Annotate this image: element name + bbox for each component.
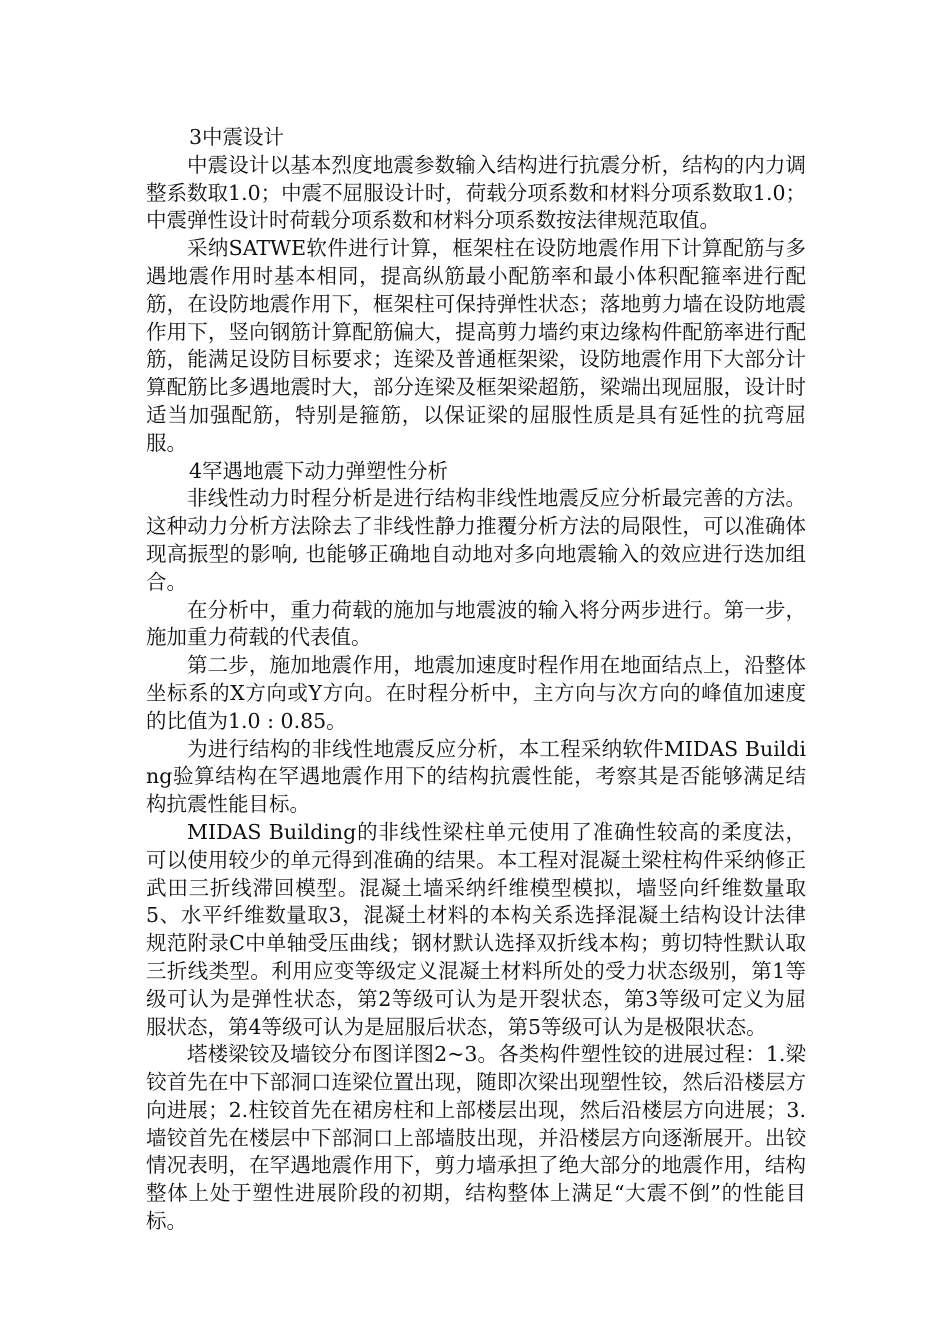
paragraph-analysis-step-one: 在分析中，重力荷载的施加与地震波的输入将分两步进行。第一步，施加重力荷载的代表值。	[146, 597, 806, 650]
document-body	[146, 124, 806, 1236]
section-heading-4: 4罕遇地震下动力弹塑性分析	[189, 458, 449, 483]
paragraph-satwe-calculation: 采纳SATWE软件进行计算，框架柱在设防地震作用下计算配筋与多遇地震作用时基本相同，提高纵筋最小配筋率和最小体积配箍率进行配筋，在设防地震作用下，框架柱可保持弹性状态；落地剪力墙在设防地震作用下，竖向钢筋计算配筋偏大，提高剪力墙约束边缘构件配筋率进行配筋，能满足设防目标要求；连梁及普通框架梁，设防地震作用下大部分计算配筋比多遇地震时大，部分连梁及框架梁超筋，梁端出现屈服，设计时适当加强配筋，特别是箍筋，以保证梁的屈服性质是具有延性的抗弯屈服。	[146, 236, 806, 455]
paragraph-time-history-method: 非线性动力时程分析是进行结构非线性地震反应分析最完善的方法。这种动力分析方法除去了非线性静力推覆分析方法的局限性，可以准确体现高振型的影响, 也能够正确地自动地对多向地震输入的效应进行迭加组合。	[146, 486, 806, 594]
paragraph-analysis-step-two: 第二步，施加地震作用，地震加速度时程作用在地面结点上，沿整体坐标系的X方向或Y方向。在时程分析中，主方向与次方向的峰值加速度的比值为1.0 : 0.85。	[146, 653, 806, 733]
paragraph-mid-earthquake-design: 中震设计以基本烈度地震参数输入结构进行抗震分析，结构的内力调整系数取1.0；中震不屈服设计时，荷载分项系数和材料分项系数取1.0；中震弹性设计时荷载分项系数和材料分项系数按法律规范取值。	[146, 152, 806, 233]
paragraph-midas-elements: MIDAS Building的非线性梁柱单元使用了准确性较高的柔度法，可以使用较少的单元得到准确的结果。本工程对混凝土梁柱构件采纳修正武田三折线滞回模型。混凝土墙采纳纤维模型模拟，墙竖向纤维数量取5、水平纤维数量取3，混凝土材料的本构关系选择混凝土结构设计法律规范附录C中单轴受压曲线；钢材默认选择双折线本构；剪切特性默认取三折线类型。利用应变等级定义混凝土材料所处的受力状态级别，第1等级可认为是弹性状态，第2等级可认为是开裂状态，第3等级可定义为屈服状态，第4等级可认为是屈服后状态，第5等级可认为是极限状态。	[146, 819, 806, 1039]
section-heading-3: 3中震设计	[189, 125, 285, 149]
paragraph-plastic-hinges: 塔楼梁铰及墙铰分布图详图2~3。各类构件塑性铰的进展过程：1.梁铰首先在中下部洞口连梁位置出现，随即次梁出现塑性铰，然后沿楼层方向进展；2.柱铰首先在裙房柱和上部楼层出现，然后沿楼层方向进展；3.墙铰首先在楼层中下部洞口上部墙肢出现，并沿楼层方向逐渐展开。出铰情况表明，在罕遇地震作用下，剪力墙承担了绝大部分的地震作用，结构整体上处于塑性进展阶段的初期，结构整体上满足“大震不倒”的性能目标。	[146, 1042, 806, 1234]
paragraph-midas-software: 为进行结构的非线性地震反应分析，本工程采纳软件MIDAS Building验算结构在罕遇地震作用下的结构抗震性能，考察其是否能够满足结构抗震性能目标。	[146, 736, 806, 817]
